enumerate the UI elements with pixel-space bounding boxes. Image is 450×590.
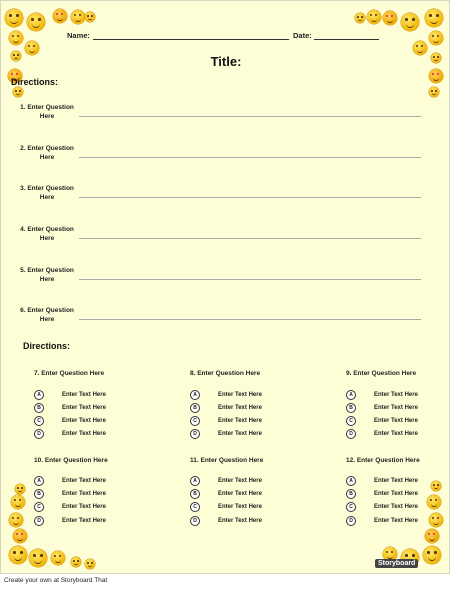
name-field[interactable] bbox=[93, 39, 289, 40]
option-a[interactable]: A Enter Text Here bbox=[34, 390, 106, 400]
answer-line-6[interactable] bbox=[79, 319, 421, 320]
emoji-face-icon bbox=[367, 10, 381, 24]
emoji-face-icon bbox=[13, 529, 27, 543]
mc-question-8-label: 8. Enter Question Here bbox=[190, 370, 261, 377]
option-a[interactable]: A Enter Text Here bbox=[190, 390, 262, 400]
page-title: Title: bbox=[210, 54, 242, 69]
directions-heading: Directions: bbox=[23, 341, 71, 351]
emoji-face-icon bbox=[9, 31, 23, 45]
letter-bubble-icon[interactable]: A bbox=[34, 390, 44, 400]
letter-bubble-icon[interactable]: B bbox=[346, 403, 356, 413]
option-b[interactable]: B Enter Text Here bbox=[346, 403, 418, 413]
option-b[interactable]: B Enter Text Here bbox=[190, 403, 262, 413]
mc-question-12-label: 12. Enter Question Here bbox=[346, 457, 420, 464]
question-5-label: 5. Enter Question Here bbox=[20, 267, 74, 283]
emoji-face-icon bbox=[431, 481, 441, 491]
emoji-face-icon bbox=[71, 557, 81, 567]
letter-bubble-icon[interactable]: B bbox=[190, 489, 200, 499]
question-3-label: 3. Enter Question Here bbox=[20, 185, 74, 201]
option-b[interactable]: B Enter Text Here bbox=[346, 489, 418, 499]
option-b[interactable]: B Enter Text Here bbox=[190, 489, 262, 499]
emoji-face-icon bbox=[413, 41, 427, 55]
emoji-face-icon bbox=[429, 31, 443, 45]
letter-bubble-icon[interactable]: D bbox=[190, 516, 200, 526]
option-c[interactable]: C Enter Text Here bbox=[346, 416, 418, 426]
emoji-face-icon bbox=[71, 10, 85, 24]
question-6-label: 6. Enter Question Here bbox=[20, 307, 74, 323]
letter-bubble-icon[interactable]: D bbox=[190, 429, 200, 439]
option-a[interactable]: A Enter Text Here bbox=[346, 476, 418, 486]
letter-bubble-icon[interactable]: C bbox=[34, 502, 44, 512]
emoji-face-icon bbox=[425, 529, 439, 543]
option-d[interactable]: D Enter Text Here bbox=[190, 516, 262, 526]
emoji-face-icon bbox=[429, 69, 443, 83]
question-4-label: 4. Enter Question Here bbox=[20, 226, 74, 242]
emoji-face-icon bbox=[429, 87, 439, 97]
emoji-face-icon bbox=[9, 513, 23, 527]
letter-bubble-icon[interactable]: D bbox=[346, 429, 356, 439]
option-b[interactable]: B Enter Text Here bbox=[34, 403, 106, 413]
letter-bubble-icon[interactable]: C bbox=[346, 416, 356, 426]
option-d[interactable]: D Enter Text Here bbox=[346, 516, 418, 526]
emoji-face-icon bbox=[13, 87, 23, 97]
mc-question-9-label: 9. Enter Question Here bbox=[346, 370, 417, 377]
option-c[interactable]: C Enter Text Here bbox=[34, 502, 106, 512]
option-d[interactable]: D Enter Text Here bbox=[34, 429, 106, 439]
letter-bubble-icon[interactable]: D bbox=[346, 516, 356, 526]
emoji-face-icon bbox=[9, 546, 27, 564]
emoji-face-icon bbox=[25, 41, 39, 55]
letter-bubble-icon[interactable]: D bbox=[34, 429, 44, 439]
question-1-label: 1. Enter Question Here bbox=[20, 104, 74, 120]
emoji-face-icon bbox=[429, 513, 443, 527]
option-d[interactable]: D Enter Text Here bbox=[34, 516, 106, 526]
option-b[interactable]: B Enter Text Here bbox=[34, 489, 106, 499]
option-d[interactable]: D Enter Text Here bbox=[346, 429, 418, 439]
emoji-face-icon bbox=[85, 12, 95, 22]
date-field[interactable] bbox=[314, 39, 379, 40]
letter-bubble-icon[interactable]: A bbox=[190, 390, 200, 400]
option-a[interactable]: A Enter Text Here bbox=[34, 476, 106, 486]
option-c[interactable]: C Enter Text Here bbox=[190, 502, 262, 512]
date-label: Date: bbox=[293, 31, 312, 40]
letter-bubble-icon[interactable]: B bbox=[190, 403, 200, 413]
emoji-face-icon bbox=[5, 9, 23, 27]
mc-question-10-label: 10. Enter Question Here bbox=[34, 457, 108, 464]
letter-bubble-icon[interactable]: C bbox=[34, 416, 44, 426]
option-c[interactable]: C Enter Text Here bbox=[346, 502, 418, 512]
footer-text[interactable]: Create your own at Storyboard That bbox=[4, 577, 108, 584]
question-2-label: 2. Enter Question Here bbox=[20, 145, 74, 161]
emoji-face-icon bbox=[53, 9, 67, 23]
directions-heading: Directions: bbox=[11, 77, 59, 87]
letter-bubble-icon[interactable]: C bbox=[190, 502, 200, 512]
storyboard-logo: Storyboard bbox=[375, 559, 418, 568]
letter-bubble-icon[interactable]: A bbox=[34, 476, 44, 486]
emoji-face-icon bbox=[85, 559, 95, 569]
letter-bubble-icon[interactable]: D bbox=[34, 516, 44, 526]
option-c[interactable]: C Enter Text Here bbox=[190, 416, 262, 426]
answer-line-5[interactable] bbox=[79, 279, 421, 280]
name-label: Name: bbox=[67, 31, 90, 40]
emoji-face-icon bbox=[15, 484, 25, 494]
answer-line-2[interactable] bbox=[79, 157, 421, 158]
emoji-face-icon bbox=[383, 11, 397, 25]
option-d[interactable]: D Enter Text Here bbox=[190, 429, 262, 439]
letter-bubble-icon[interactable]: A bbox=[346, 476, 356, 486]
emoji-face-icon bbox=[27, 13, 45, 31]
emoji-face-icon bbox=[425, 9, 443, 27]
mc-question-11-label: 11. Enter Question Here bbox=[190, 457, 264, 464]
emoji-face-icon bbox=[401, 13, 419, 31]
letter-bubble-icon[interactable]: A bbox=[190, 476, 200, 486]
letter-bubble-icon[interactable]: C bbox=[190, 416, 200, 426]
mc-question-7-label: 7. Enter Question Here bbox=[34, 370, 105, 377]
emoji-face-icon bbox=[51, 551, 65, 565]
option-c[interactable]: C Enter Text Here bbox=[34, 416, 106, 426]
answer-line-3[interactable] bbox=[79, 197, 421, 198]
letter-bubble-icon[interactable]: B bbox=[346, 489, 356, 499]
letter-bubble-icon[interactable]: A bbox=[346, 390, 356, 400]
emoji-face-icon bbox=[423, 546, 441, 564]
emoji-face-icon bbox=[427, 495, 441, 509]
letter-bubble-icon[interactable]: C bbox=[346, 502, 356, 512]
emoji-face-icon bbox=[355, 13, 365, 23]
letter-bubble-icon[interactable]: B bbox=[34, 489, 44, 499]
answer-line-4[interactable] bbox=[79, 238, 421, 239]
letter-bubble-icon[interactable]: B bbox=[34, 403, 44, 413]
option-a[interactable]: A Enter Text Here bbox=[346, 390, 418, 400]
emoji-face-icon bbox=[29, 549, 47, 567]
emoji-face-icon bbox=[11, 495, 25, 509]
option-a[interactable]: A Enter Text Here bbox=[190, 476, 262, 486]
answer-line-1[interactable] bbox=[79, 116, 421, 117]
